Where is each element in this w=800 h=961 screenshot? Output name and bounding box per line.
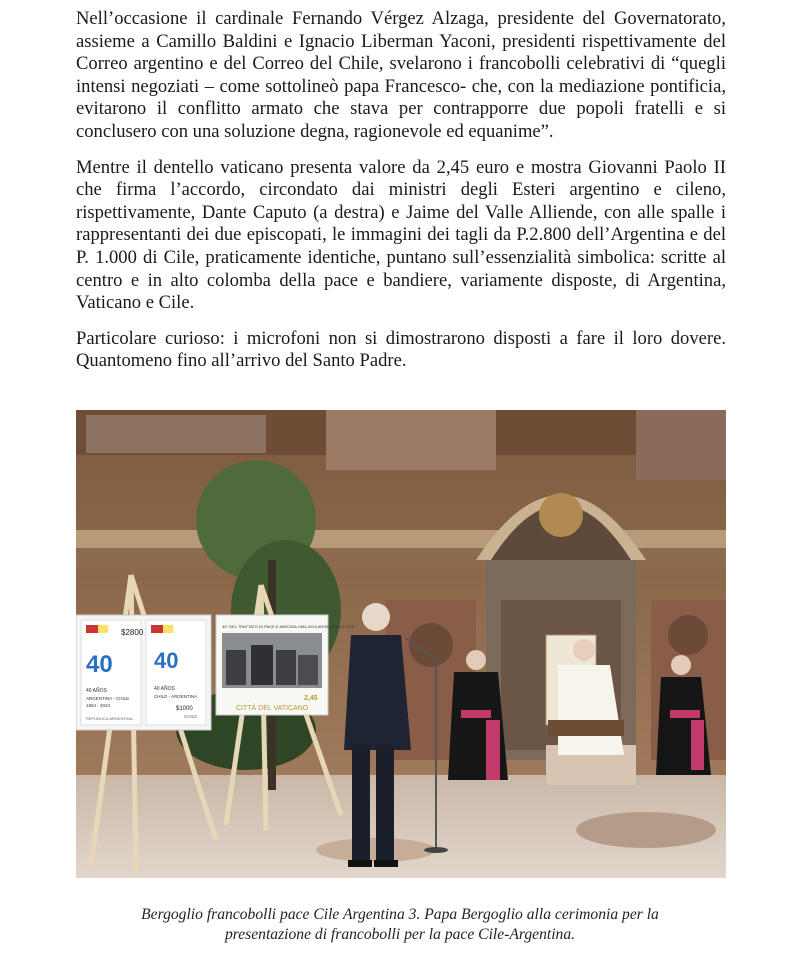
stamp-left-value: $2800: [121, 628, 144, 637]
paragraph-3: Particolare curioso: i microfoni non si dimostrarono disposti a fare il loro dovere. Quantomeno fino all’arrivo del Santo Padre.: [76, 327, 726, 372]
stamp-left-years: 1984 - 2024: [86, 703, 111, 708]
stamp-left-number: 40: [86, 651, 113, 678]
paragraph-2: Mentre il dentello vaticano presenta valore da 2,45 euro e mostra Giovanni Paolo II che firma l’accordo, circondato dai ministri degli Esteri argentino e cileno, rispettivamente, Dante Caputo (a destra) e Jaime del Valle Alliende, con alle spalle i rappresentanti dei due episcopati, le immagini dei tagli da P.2.800 dell’Argentina e del P. 1.000 di Cile, praticamente identiche, puntano sull’essenzialità simbolica: scritte al centro e in alto colomba della pace e bandiere, variamente disposte, di Argentina, Vaticano e Cile.: [76, 156, 726, 314]
stamp-mid-country: CHILE: [184, 714, 198, 719]
paragraph-1: Nell’occasione il cardinale Fernando Vérgez Alzaga, presidente del Governatorato, assieme a Camillo Baldini e Ignacio Liberman Yaconi, presidenti rispettivamente del Correo argentino e del Correo del Chile, svelarono i francobolli celebrativi di “quegli intensi negoziati – come sottolineò papa Francesco- che, con la mediazione pontificia, evitarono il conflitto armato che stava per contrapporre due popoli fratelli e si conclusero con una soluzione degna, ragionevole ed equanime”.: [76, 8, 726, 142]
stamp-sheet-argentina: [76, 615, 211, 730]
photo-caption: [60, 905, 740, 945]
vatican-stamp-value: 2,45: [304, 695, 318, 702]
vatican-stamp-country: CITTÀ DEL VATICANO: [236, 705, 309, 712]
stamp-left-title: 40 AÑOS: [86, 688, 107, 694]
vatican-stamp-header: 40° DEL TRATTATO DI PACE E AMICIZIA 1984-2024 ARGENTINA E CILE: [222, 624, 355, 629]
stamp-left-subtitle: ARGENTINA - CHILE: [86, 696, 130, 701]
stamp-mid-number: 40: [154, 648, 179, 673]
caption-line-2: presentazione di francobolli per la pace Cile-Argentina.: [224, 926, 576, 943]
stamp-left-country: REPÚBLICA ARGENTINA: [86, 716, 133, 721]
stamp-mid-title: 40 AÑOS: [154, 686, 175, 692]
stamp-mid-value: $1000: [176, 706, 193, 712]
stamp-mid-subtitle: CHILE - ARGENTINA: [154, 694, 198, 699]
ceremony-photo: [76, 410, 726, 878]
caption-line-1: Bergoglio francobolli pace Cile Argentina 3. Papa Bergoglio alla cerimonia per la: [141, 906, 659, 923]
article-body: [76, 8, 726, 386]
